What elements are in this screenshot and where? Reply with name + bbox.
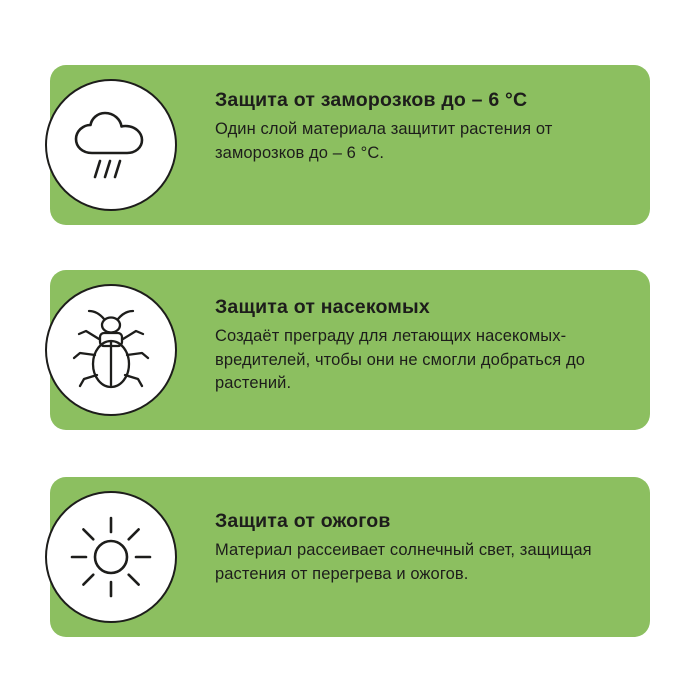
feature-text-block xyxy=(215,510,632,586)
feature-text-block xyxy=(215,296,632,396)
feature-title: Защита от насекомых xyxy=(215,296,430,318)
feature-title: Защита от заморозков до – 6 °C xyxy=(215,89,528,111)
beetle-insect-icon xyxy=(45,284,177,416)
sun-rays-icon xyxy=(45,491,177,623)
cloud-rain-frost-icon xyxy=(45,79,177,211)
feature-description: Один слой материала защитит растения от заморозков до – 6 °C. xyxy=(215,120,553,162)
feature-card-frost xyxy=(50,65,650,225)
feature-description: Материал рассеивает солнечный свет, защищая растения от перегрева и ожогов. xyxy=(215,541,592,583)
feature-description: Создаёт преграду для летающих насекомых-вредителей, чтобы они не смогли добраться до растений. xyxy=(215,327,586,393)
feature-text-block xyxy=(215,89,632,165)
feature-card-sunburn xyxy=(50,477,650,637)
feature-title: Защита от ожогов xyxy=(215,510,391,532)
feature-card-insects xyxy=(50,270,650,430)
